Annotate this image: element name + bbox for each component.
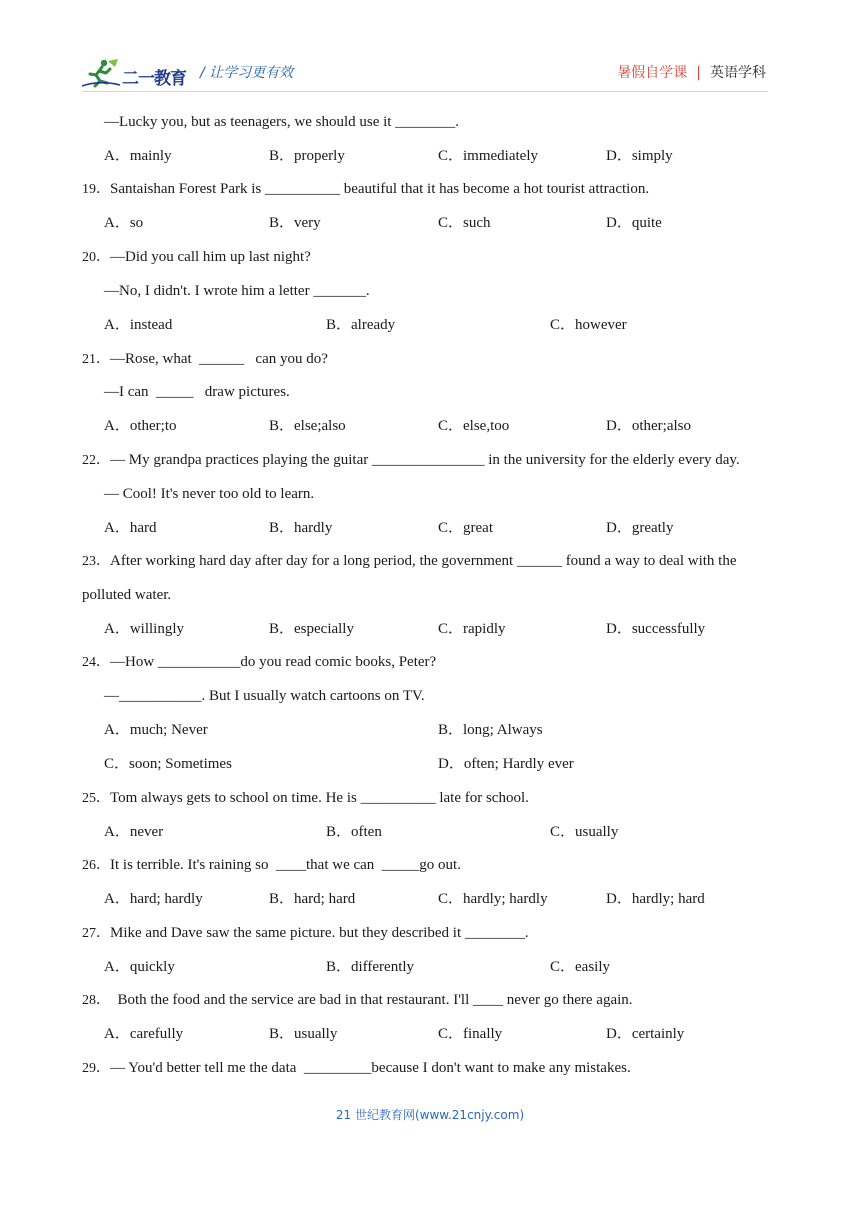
question-27 <box>82 923 529 944</box>
option: B．very <box>269 215 321 231</box>
question-line: —Lucky you, but as teenagers, we should use it ________. <box>104 114 459 130</box>
question-line: —___________. But I usually watch cartoons on TV. <box>104 688 425 704</box>
page-footer: 21 世纪教育网(www.21cnjy.com) <box>335 1108 525 1122</box>
option: B．especially <box>269 621 354 637</box>
option: B．hardly <box>269 520 333 536</box>
option: D．simply <box>606 148 673 164</box>
option: D．quite <box>606 215 662 231</box>
question-28 <box>82 990 633 1011</box>
question-text: — You'd better tell me the data _________because I don't want to make any mistakes. <box>110 1060 631 1076</box>
option: D．other;also <box>606 418 691 434</box>
runner-logo-icon <box>82 58 122 88</box>
option: B．often <box>326 824 382 840</box>
option: C．however <box>550 317 627 333</box>
question-29 <box>82 1058 631 1079</box>
question-26 <box>82 855 461 876</box>
option: C．hardly; hardly <box>438 891 548 907</box>
option: D．greatly <box>606 520 674 536</box>
option: D．often; Hardly ever <box>438 756 574 772</box>
question-24 <box>82 652 436 673</box>
option: A．much; Never <box>104 722 208 738</box>
option: C．else,too <box>438 418 510 434</box>
option: C．finally <box>438 1026 503 1042</box>
option: A．instead <box>104 317 173 333</box>
option: A．carefully <box>104 1026 184 1042</box>
option: C．immediately <box>438 148 538 164</box>
question-text: —How ___________do you read comic books, Peter? <box>110 654 437 670</box>
option: C．rapidly <box>438 621 506 637</box>
course-label: 暑假自学课 <box>617 65 688 81</box>
question-19 <box>82 179 649 200</box>
question-number: 21． <box>82 352 110 367</box>
question-text: After working hard day after day for a long period, the government ______ found a way to deal with the <box>110 553 737 569</box>
option: A．mainly <box>104 148 172 164</box>
question-number: 22． <box>82 453 110 468</box>
option: A．hard <box>104 520 157 536</box>
question-line: —No, I didn't. I wrote him a letter _______. <box>104 283 370 299</box>
question-20 <box>82 247 311 268</box>
question-number: 23． <box>82 554 110 569</box>
question-number: 25． <box>82 791 110 806</box>
option: C．such <box>438 215 491 231</box>
option: C．soon; Sometimes <box>104 756 232 772</box>
header-course-info <box>617 62 766 82</box>
option: B．long; Always <box>438 722 543 738</box>
question-text: Mike and Dave saw the same picture. but they described it ________. <box>110 925 529 941</box>
option: A．hard; hardly <box>104 891 203 907</box>
question-number: 26． <box>82 858 110 873</box>
question-text: —Rose, what ______ can you do? <box>110 351 328 367</box>
option: C．great <box>438 520 493 536</box>
slogan: / 让学习更有效 <box>200 65 294 81</box>
question-number: 24． <box>82 655 110 670</box>
question-line: — Cool! It's never too old to learn. <box>104 486 315 502</box>
question-number: 27． <box>82 926 110 941</box>
option: A．so <box>104 215 144 231</box>
page-header <box>82 54 768 90</box>
question-text: — My grandpa practices playing the guitar _______________ in the university for the elderly every day. <box>110 452 740 468</box>
option: C．easily <box>550 959 610 975</box>
question-number: 20． <box>82 250 110 265</box>
question-23 <box>82 551 736 572</box>
question-number: 29． <box>82 1061 110 1076</box>
option: B．else;also <box>269 418 346 434</box>
logo-text: 二一教育 <box>122 69 186 89</box>
option: A．quickly <box>104 959 175 975</box>
option: D．hardly; hard <box>606 891 705 907</box>
question-21 <box>82 349 328 370</box>
question-number: 28． <box>82 993 110 1008</box>
question-22 <box>82 450 740 471</box>
question-text: —Did you call him up last night? <box>110 249 311 265</box>
question-text: It is terrible. It's raining so ____that we can _____go out. <box>110 857 461 873</box>
option: D．successfully <box>606 621 706 637</box>
option: A．never <box>104 824 164 840</box>
option: B．properly <box>269 148 345 164</box>
option: B．differently <box>326 959 415 975</box>
logo <box>82 58 192 88</box>
option: B．usually <box>269 1026 338 1042</box>
question-number: 19． <box>82 182 110 197</box>
option: A．other;to <box>104 418 177 434</box>
question-text: Both the food and the service are bad in that restaurant. I'll ____ never go there again. <box>110 992 633 1008</box>
header-divider <box>82 91 768 92</box>
question-text: Santaishan Forest Park is __________ beautiful that it has become a hot tourist attraction. <box>110 181 650 197</box>
option: B．hard; hard <box>269 891 356 907</box>
question-25 <box>82 788 529 809</box>
option: A．willingly <box>104 621 185 637</box>
option: B．already <box>326 317 396 333</box>
question-line: —I can _____ draw pictures. <box>104 384 290 400</box>
question-text: Tom always gets to school on time. He is __________ late for school. <box>110 790 529 806</box>
option: D．certainly <box>606 1026 685 1042</box>
subject-label: 英语学科 <box>710 65 766 81</box>
header-separator: | <box>696 65 701 81</box>
question-line: polluted water. <box>82 587 172 603</box>
option: C．usually <box>550 824 619 840</box>
